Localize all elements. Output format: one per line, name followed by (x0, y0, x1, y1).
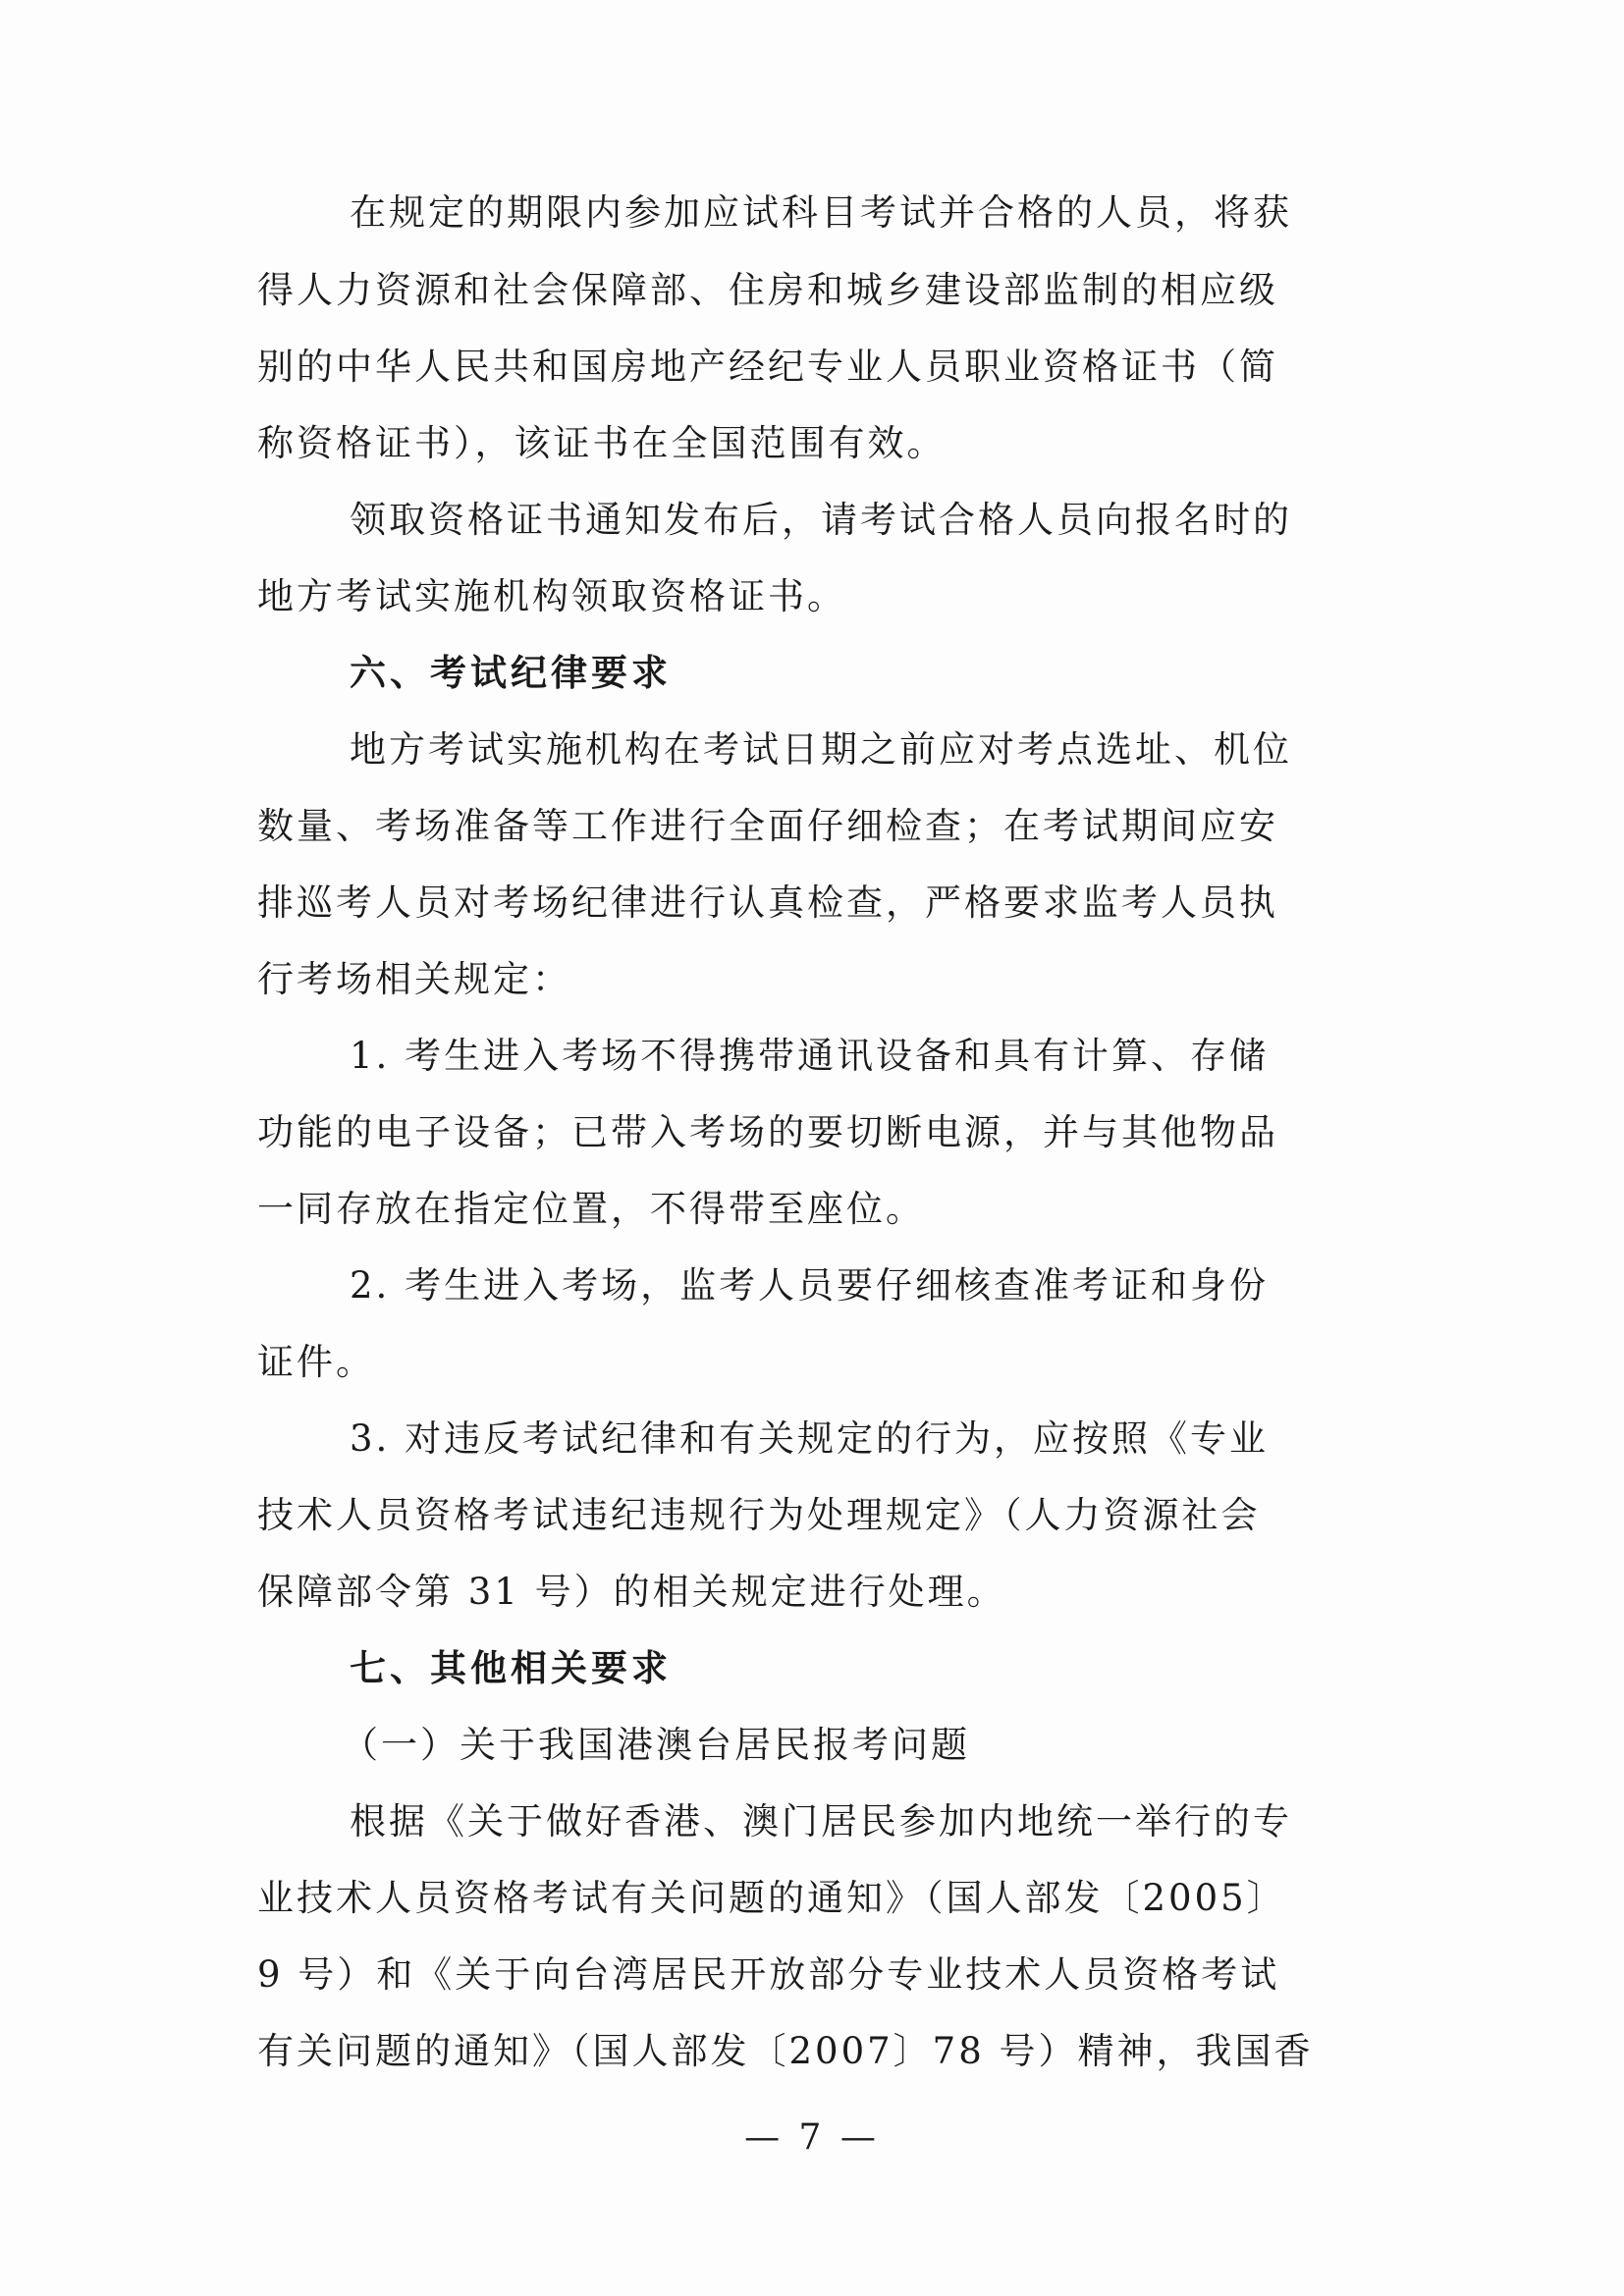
paragraph-line: 数量、考场准备等工作进行全面仔细检查；在考试期间应安 (257, 805, 1278, 847)
paragraph-line: 根据《关于做好香港、澳门居民参加内地统一举行的专 (350, 1800, 1292, 1842)
list-item-line: 功能的电子设备；已带入考场的要切断电源，并与其他物品 (257, 1111, 1278, 1153)
paragraph-line: 别的中华人民共和国房地产经纪专业人员职业资格证书（简 (257, 346, 1278, 388)
paragraph-line: 在规定的期限内参加应试科目考试并合格的人员，将获 (350, 191, 1292, 234)
paragraph-line: 地方考试实施机构在考试日期之前应对考点选址、机位 (350, 728, 1292, 771)
paragraph-line: 得人力资源和社会保障部、住房和城乡建设部监制的相应级 (257, 269, 1278, 311)
list-item-line: 保障部令第 31 号）的相关规定进行处理。 (257, 1571, 1006, 1613)
paragraph-line: 称资格证书），该证书在全国范围有效。 (257, 422, 947, 464)
paragraph-line: 地方考试实施机构领取资格证书。 (257, 575, 846, 617)
subsection-heading: （一）关于我国港澳台居民报考问题 (342, 1724, 970, 1766)
page-number: — 7 — (744, 2117, 880, 2158)
list-item-line: 技术人员资格考试违纪违规行为处理规定》（人力资源社会 (257, 1494, 1261, 1536)
list-item-line: 1. 考生进入考场不得携带通讯设备和具有计算、存储 (350, 1035, 1270, 1077)
list-item-line: 2. 考生进入考场，监考人员要仔细核查准考证和身份 (350, 1264, 1270, 1307)
section-heading: 六、考试纪律要求 (350, 652, 672, 694)
list-item-line: 一同存放在指定位置，不得带至座位。 (257, 1188, 925, 1230)
paragraph-line: 排巡考人员对考场纪律进行认真检查，严格要求监考人员执 (257, 881, 1278, 924)
list-item-line: 3. 对违反考试纪律和有关规定的行为，应按照《专业 (350, 1417, 1270, 1460)
paragraph-line: 业技术人员资格考试有关问题的通知》（国人部发〔2005〕 (257, 1877, 1286, 1919)
paragraph-line: 有关问题的通知》（国人部发〔2007〕78 号）精神，我国香 (257, 2030, 1314, 2072)
paragraph-line: 行考场相关规定： (257, 958, 571, 1000)
paragraph-line: 领取资格证书通知发布后，请考试合格人员向报名时的 (350, 499, 1292, 541)
section-heading: 七、其他相关要求 (350, 1647, 672, 1689)
list-item-line: 证件。 (257, 1341, 375, 1383)
paragraph-line: 9 号）和《关于向台湾居民开放部分专业技术人员资格考试 (257, 1953, 1280, 1996)
